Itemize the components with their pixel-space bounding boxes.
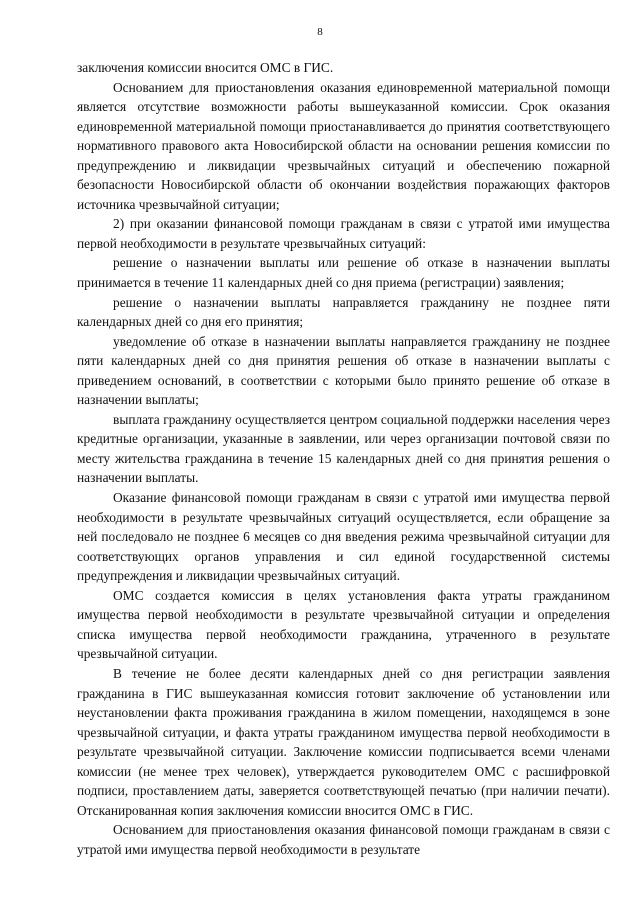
paragraph: 2) при оказании финансовой помощи гражданам в связи с утратой ими имущества первой необходимости в результате чрезвычайных ситуаций:	[77, 216, 610, 251]
paragraph: решение о назначении выплаты или решение об отказе в назначении выплаты принимается в течение 11 календарных дней со дня приема (регистрации) заявления;	[77, 255, 610, 291]
document-body	[77, 58, 610, 859]
paragraph: выплата гражданину осуществляется центром социальной поддержки населения через кредитные организации, указанные в заявлении, или через организации почтовой связи по месту жительства гражданина в течение 15 календарных дней со дня принятия решения о назначении выплаты.	[77, 411, 610, 486]
paragraph: Основанием для приостановления оказания финансовой помощи гражданам в связи с утратой ими имущества первой необходимости в результате	[77, 822, 610, 857]
paragraph: В течение не более десяти календарных дней со дня регистрации заявления гражданина в ГИС вышеуказанная комиссия готовит заключение об установлении или неустановлении факта проживания гражданина в жилом помещении, находящемся в зоне чрезвычайной ситуации, и факта утраты гражданином имущества первой необходимости в результате чрезвычайной ситуации. Заключение комиссии подписывается всеми членами комиссии (не менее трех человек), утверждается руководителем ОМС с расшифровкой подписи, проставлением даты, заверяется соответствующей печатью (при наличии печати). Отсканированная копия заключения комиссии вносится ОМС в ГИС.	[77, 665, 610, 818]
page-number: 8	[317, 26, 323, 38]
paragraph: уведомление об отказе в назначении выплаты направляется гражданину не позднее пяти календарных дней со дня принятия решения об отказе в назначении выплаты с приведением оснований, в соответствии с которыми было принято решение об отказе в назначении выплаты;	[77, 333, 610, 408]
paragraph: Оказание финансовой помощи гражданам в связи с утратой ими имущества первой необходимости в результате чрезвычайных ситуаций осуществляется, если обращение за ней последовало не позднее 6 месяцев со дня введения режима чрезвычайной ситуации для соответствующих органов управления и сил единой государственной системы предупреждения и ликвидации чрезвычайных ситуаций.	[77, 490, 610, 584]
paragraph: заключения комиссии вносится ОМС в ГИС.	[77, 60, 334, 75]
paragraph: Основанием для приостановления оказания единовременной материальной помощи является отсутствие возможности работы вышеуказанной комиссии. Срок оказания единовременной материальной помощи приостанавливается до принятия соответствующего нормативного правового акта Новосибирской области на основании решения комиссии по предупреждению и ликвидации чрезвычайных ситуаций и обеспечению пожарной безопасности Новосибирской области об окончании воздействия поражающих факторов источника чрезвычайной ситуации;	[77, 79, 610, 212]
paragraph: ОМС создается комиссия в целях установления факта утраты гражданином имущества первой необходимости в результате чрезвычайной ситуации и определения списка имущества первой необходимости гражданина, утраченного в результате чрезвычайной ситуации.	[77, 587, 610, 662]
paragraph: решение о назначении выплаты направляется гражданину не позднее пяти календарных дней со дня его принятия;	[77, 294, 610, 330]
